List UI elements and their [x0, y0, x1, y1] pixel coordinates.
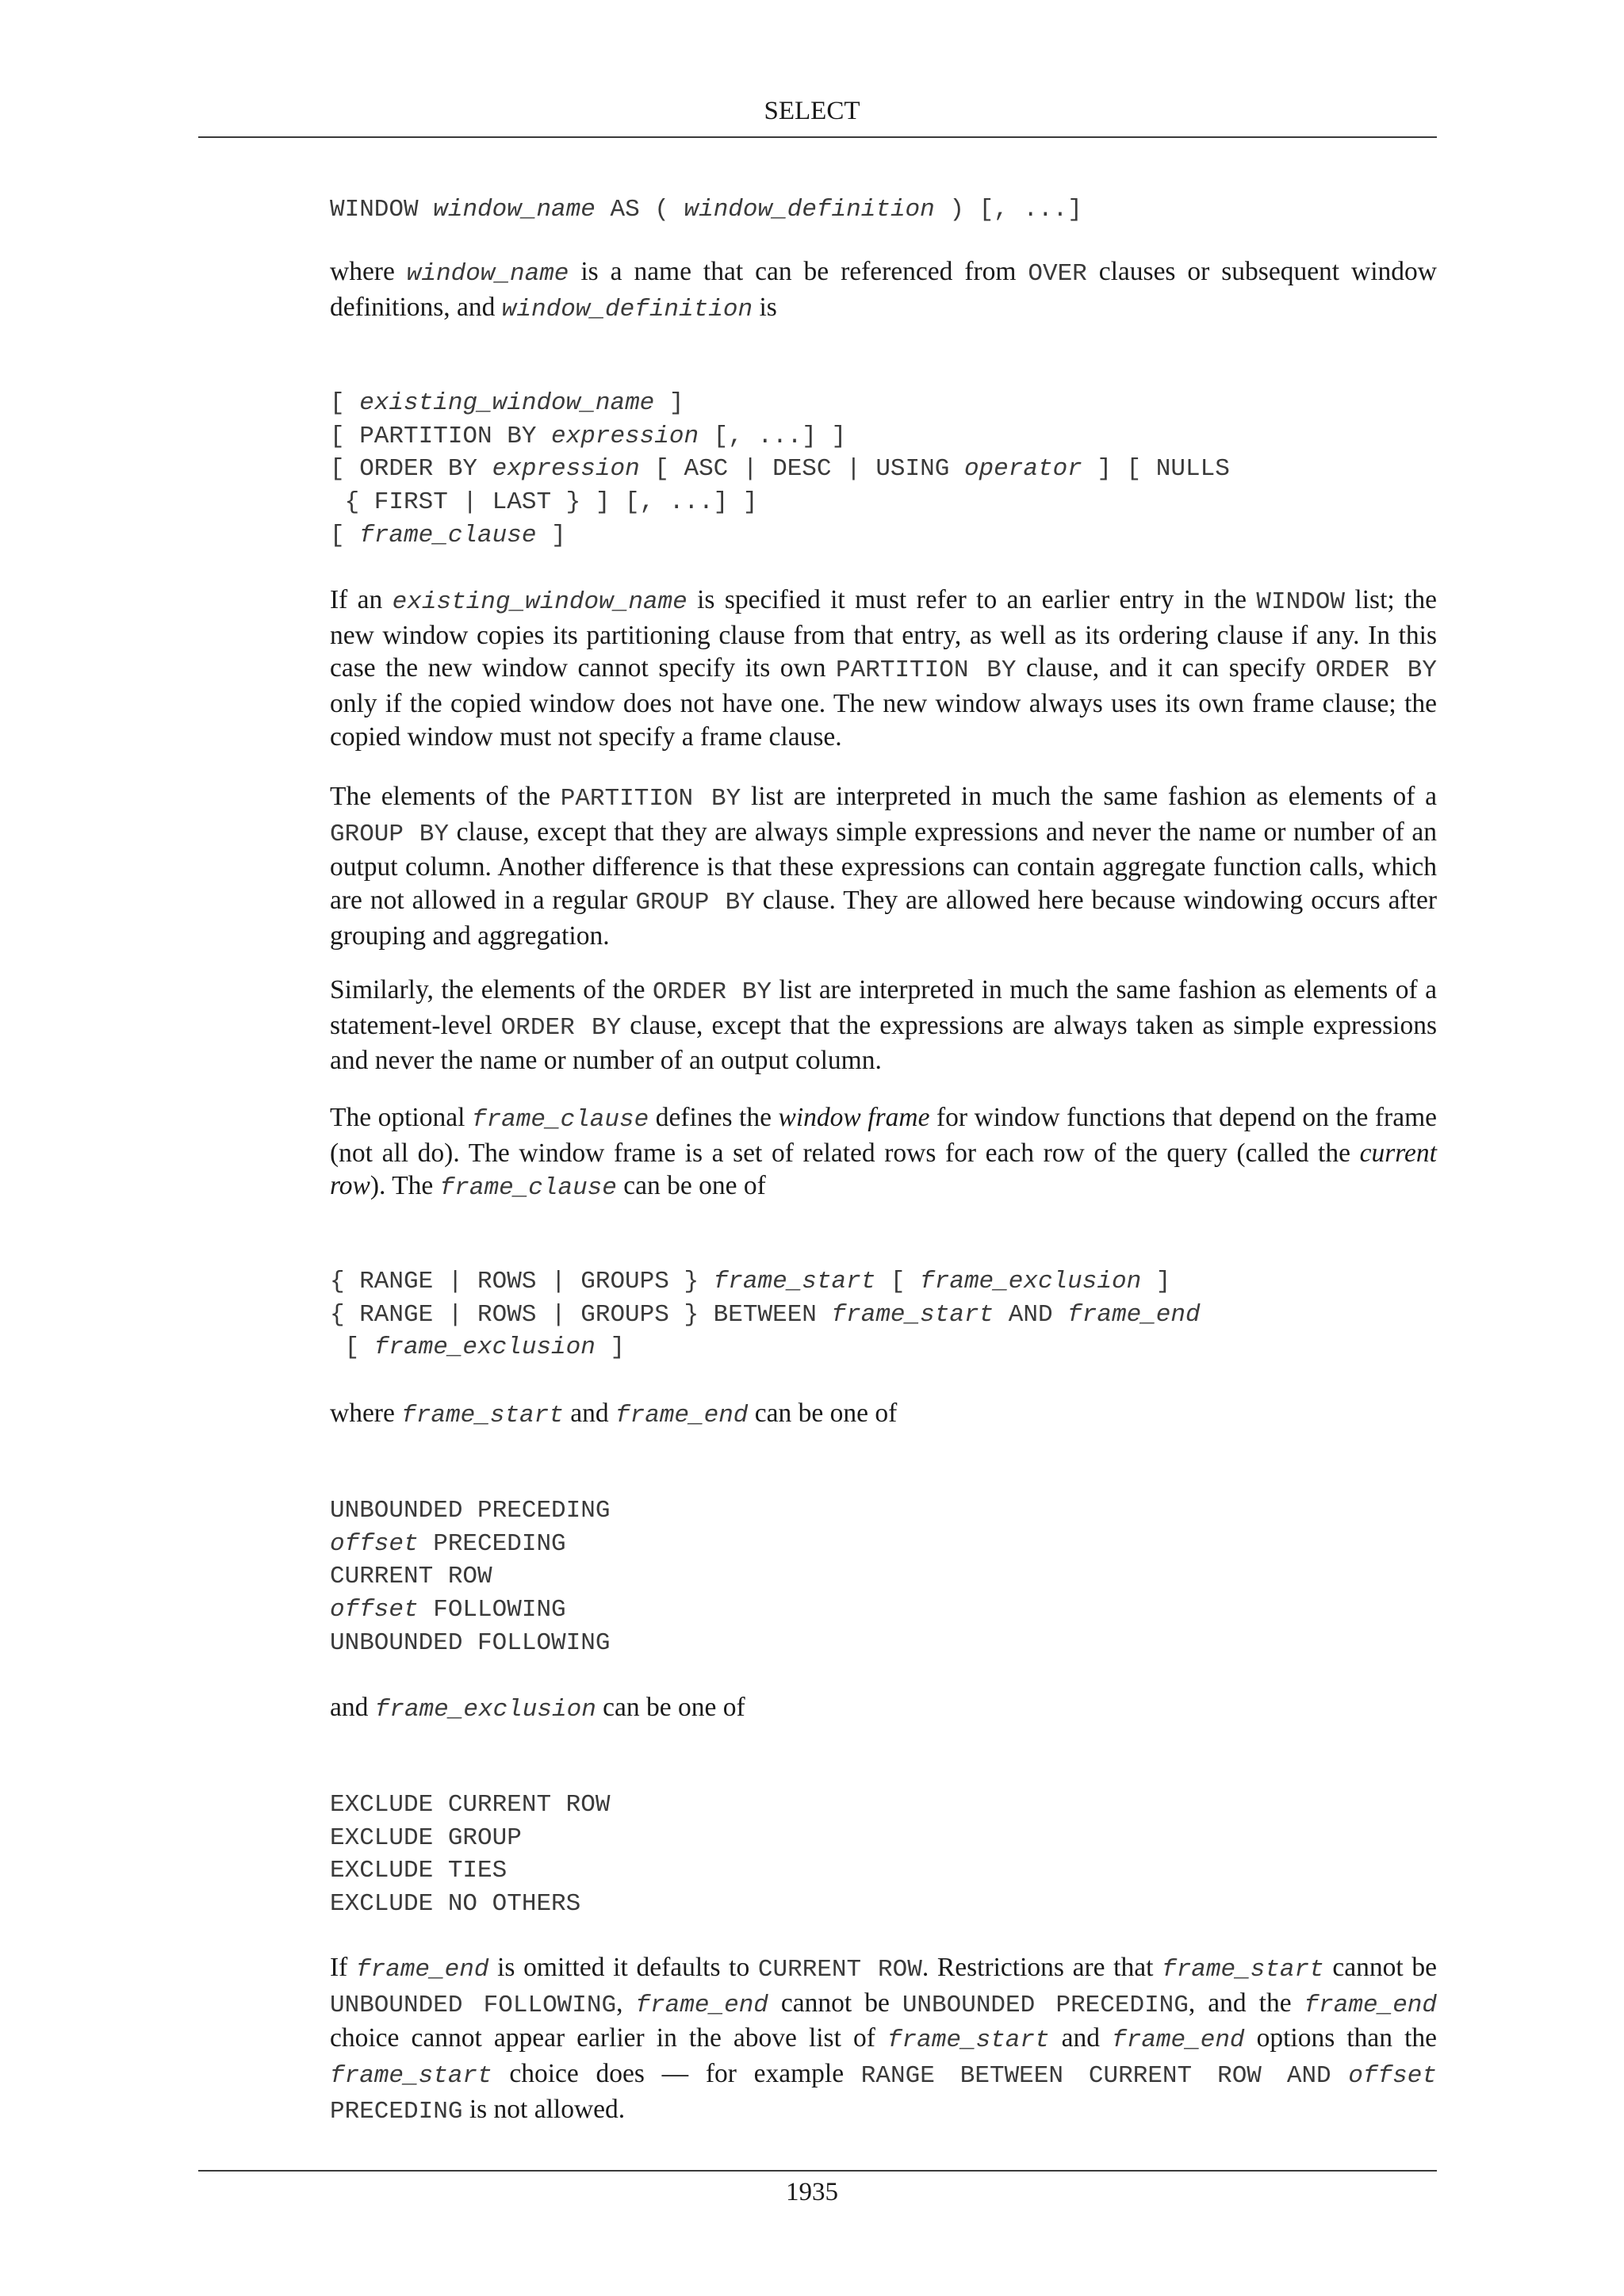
inline-param: frame_exclusion: [374, 1696, 596, 1724]
code-text: AS (: [595, 196, 684, 224]
code-line: { RANGE | ROWS | GROUPS } frame_start [ frame_exclusion ]: [330, 1268, 1171, 1295]
paragraph-frame-exclusion: and frame_exclusion can be one of: [330, 1693, 745, 1724]
inline-param: frame_clause: [439, 1174, 617, 1203]
inline-param: frame_end: [615, 1402, 749, 1429]
code-line: EXCLUDE GROUP: [330, 1823, 522, 1852]
paragraph-window-name: [330, 255, 1437, 326]
frame-exclusion-list: [330, 1789, 610, 1921]
inline-code: OVER: [1028, 260, 1087, 288]
paragraph-frame-clause: The optional frame_clause defines the window frame for window functions that depend on the frame (not all do). The window frame is a set of related rows for each row of the query (called the current row). The frame_clause can be one of: [330, 1103, 1438, 1203]
frame-bounds-list: [330, 1494, 610, 1660]
emphasis: window frame: [778, 1103, 930, 1132]
inline-param: frame_end: [1112, 2026, 1245, 2055]
inline-param: frame_start: [401, 1402, 564, 1429]
text: clauses or subsequent window definitions, and: [330, 257, 1437, 322]
footer-rule: [198, 2170, 1437, 2172]
inline-code: UNBOUNDED FOLLOWING: [330, 1991, 617, 2019]
code-param: existing_window_name: [359, 389, 655, 417]
inline-code: UNBOUNDED PRECEDING: [902, 1991, 1189, 2019]
text: is a name that can be referenced from: [569, 257, 1028, 286]
code-line: CURRENT ROW: [330, 1563, 492, 1591]
inline-code: ORDER BY: [653, 978, 772, 1006]
code-param: expression: [492, 455, 640, 484]
inline-code: WINDOW: [1256, 588, 1346, 616]
paragraph-existing-window: If an existing_window_name is specified it must refer to an earlier entry in the WINDOW list; the new window copies its partitioning clause from that entry, as well as its ordering clause if any. In this case the new window cannot specify its own PARTITION BY clause, and it can specify ORDER BY only if the copied window does not have one. The new window always uses its own frame clause; the copied window must not specify a frame clause.: [330, 585, 1437, 752]
inline-param: offset: [1348, 2062, 1437, 2091]
inline-code: ORDER BY: [1316, 656, 1437, 685]
code-param: frame_start: [831, 1300, 994, 1329]
code-line: [ frame_exclusion ]: [330, 1334, 626, 1362]
code-param: frame_exclusion: [920, 1268, 1142, 1295]
code-param: offset: [330, 1529, 419, 1558]
code-line: offset FOLLOWING: [330, 1596, 566, 1624]
paragraph-frame-start-end: where frame_start and frame_end can be one of: [330, 1399, 898, 1429]
inline-code: CURRENT ROW: [757, 1956, 922, 1984]
code-line: [ PARTITION BY expression [, ...] ]: [330, 422, 847, 450]
code-param: frame_start: [713, 1268, 876, 1295]
code-line: EXCLUDE CURRENT ROW: [330, 1791, 611, 1819]
inline-code: GROUP BY: [635, 889, 755, 917]
code-param: operator: [963, 455, 1082, 484]
code-line: UNBOUNDED PRECEDING: [330, 1497, 611, 1525]
inline-param: window_definition: [501, 295, 753, 323]
code-text: WINDOW: [330, 196, 434, 224]
inline-code: ORDER BY: [500, 1013, 622, 1042]
code-param: expression: [551, 422, 699, 450]
inline-code: PARTITION BY: [560, 785, 741, 813]
code-line: [ existing_window_name ]: [330, 389, 684, 417]
frame-clause-syntax: [330, 1265, 1201, 1364]
code-param: frame_end: [1067, 1300, 1201, 1329]
inline-code: RANGE BETWEEN CURRENT ROW AND: [860, 2062, 1331, 2091]
code-line: { RANGE | ROWS | GROUPS } BETWEEN frame_start AND frame_end: [330, 1300, 1201, 1329]
inline-code: PARTITION BY: [836, 656, 1017, 685]
header-rule: [198, 136, 1437, 138]
window-clause-syntax: [330, 193, 1082, 227]
code-text: ) [, ...]: [934, 196, 1082, 224]
code-line: UNBOUNDED FOLLOWING: [330, 1628, 611, 1657]
inline-code: PRECEDING: [330, 2097, 463, 2126]
inline-param: window_name: [406, 260, 569, 288]
inline-param: frame_end: [356, 1956, 489, 1984]
inline-code: GROUP BY: [330, 820, 450, 848]
code-line: [ frame_clause ]: [330, 521, 566, 549]
text: is: [753, 292, 777, 322]
code-line: offset PRECEDING: [330, 1529, 566, 1558]
code-param: offset: [330, 1596, 419, 1624]
inline-param: existing_window_name: [392, 588, 688, 616]
inline-param: frame_start: [330, 2062, 492, 2091]
code-param: window_definition: [684, 196, 935, 224]
inline-param: frame_end: [1304, 1991, 1438, 2019]
code-line: { FIRST | LAST } ] [, ...] ]: [330, 488, 758, 517]
code-line: EXCLUDE NO OTHERS: [330, 1890, 581, 1919]
code-param: frame_exclusion: [373, 1334, 596, 1362]
code-param: frame_clause: [359, 521, 537, 549]
code-line: EXCLUDE TIES: [330, 1857, 508, 1885]
code-param: window_name: [433, 196, 596, 224]
text: where: [330, 257, 407, 286]
code-line: [ ORDER BY expression [ ASC | DESC | USING operator ] [ NULLS: [330, 455, 1230, 484]
inline-param: frame_clause: [471, 1106, 649, 1134]
page-number: 1935: [786, 2178, 838, 2206]
inline-param: frame_end: [635, 1991, 768, 2019]
running-head: SELECT: [764, 97, 860, 125]
paragraph-restrictions: If frame_end is omitted it defaults to CURRENT ROW. Restrictions are that frame_start cannot be UNBOUNDED FOLLOWING, frame_end cannot be UNBOUNDED PRECEDING, and the frame_end choice cannot appear earlier in the above list of frame_start and frame_end options than the frame_start choice does — for example RANGE BETWEEN CURRENT ROW AND offset PRECEDING is not allowed.: [330, 1953, 1438, 2126]
emphasis: current row: [330, 1138, 1437, 1201]
window-definition-syntax: [330, 387, 1230, 553]
paragraph-partition-by: The elements of the PARTITION BY list are interpreted in much the same fashion as elements of a GROUP BY clause, except that they are always simple expressions and never the name or number of an output column. Another difference is that these expressions can contain aggregate function calls, which are not allowed in a regular GROUP BY clause. They are allowed here because windowing occurs after grouping and aggregation.: [330, 782, 1438, 951]
inline-param: frame_start: [1162, 1956, 1324, 1984]
paragraph-order-by: Similarly, the elements of the ORDER BY list are interpreted in much the same fashion as elements of a statement-level ORDER BY clause, except that the expressions are always taken as simple expressions and never the name or number of an output column.: [330, 975, 1437, 1076]
inline-param: frame_start: [887, 2026, 1050, 2055]
